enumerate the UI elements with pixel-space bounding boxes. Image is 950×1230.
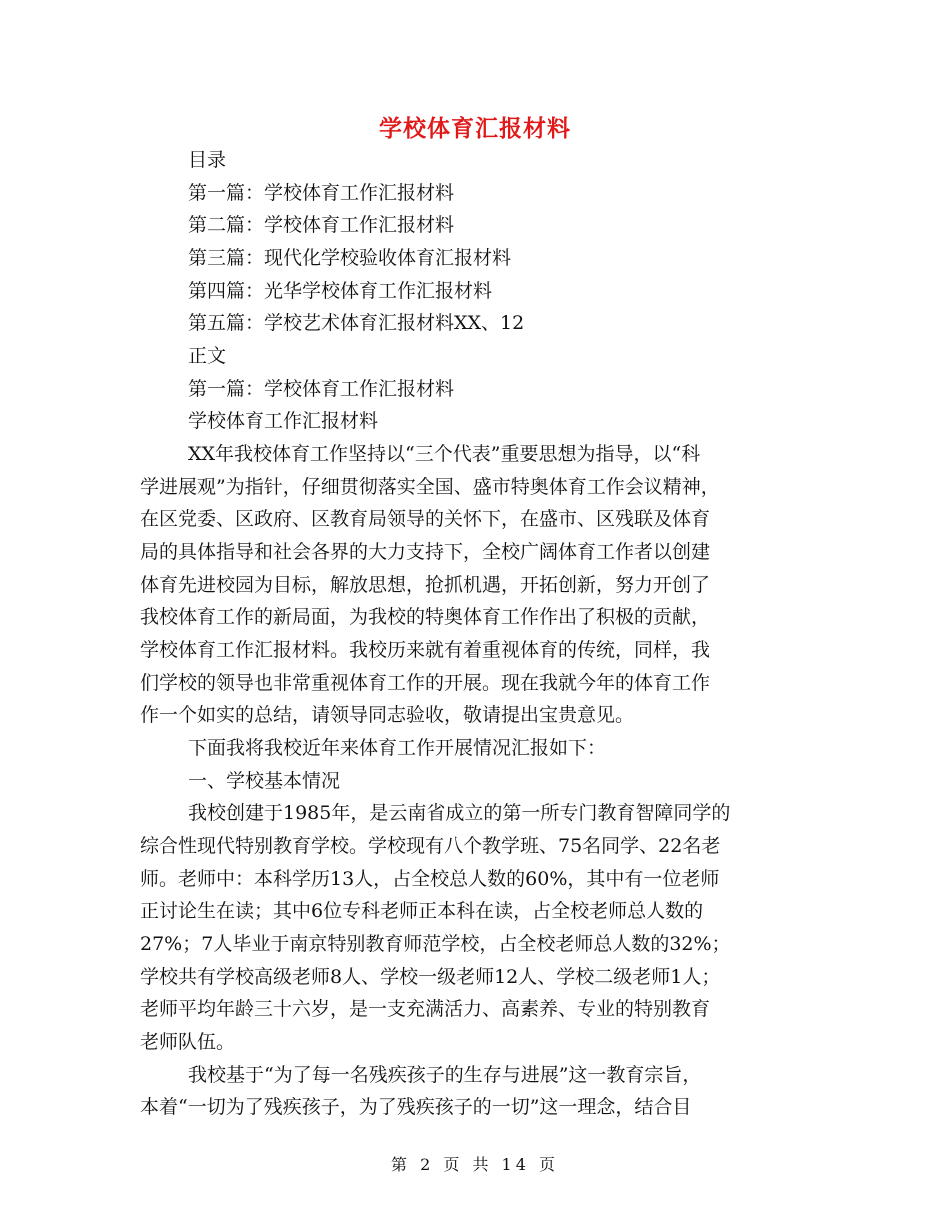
paragraph-line: 27%；7人毕业于南京特别教育师范学校，占全校老师总人数的32%； xyxy=(140,933,731,955)
paragraph-line: 学进展观”为指针，仔细贯彻落实全国、盛市特奥体育工作会议精神， xyxy=(140,476,720,498)
toc-item: 第四篇：光华学校体育工作汇报材料 xyxy=(188,280,493,302)
paragraph-line: 综合性现代特别教育学校。学校现有八个教学班、75名同学、22名老 xyxy=(140,835,721,857)
paragraph-line: 在区党委、区政府、区教育局领导的关怀下，在盛市、区残联及体育 xyxy=(140,508,711,530)
toc-item: 第二篇：学校体育工作汇报材料 xyxy=(188,214,455,236)
paragraph-line: 们学校的领导也非常重视体育工作的开展。现在我就今年的体育工作 xyxy=(140,672,711,694)
paragraph-line: 我校创建于1985年，是云南省成立的第一所专门教育智障同学的 xyxy=(188,802,731,824)
paragraph-line: 学校体育工作汇报材料。我校历来就有着重视体育的传统，同样，我 xyxy=(140,639,711,661)
section-subtitle: 学校体育工作汇报材料 xyxy=(188,410,379,432)
toc-item: 第五篇：学校艺术体育汇报材料XX、12 xyxy=(188,312,525,334)
toc-item: 第一篇：学校体育工作汇报材料 xyxy=(188,182,455,204)
section-heading: 一、学校基本情况 xyxy=(188,770,341,792)
paragraph-line: 本着“一切为了残疾孩子，为了残疾孩子的一切”这一理念，结合目 xyxy=(140,1096,692,1118)
paragraph-line: 老师队伍。 xyxy=(140,1031,236,1053)
document-title: 学校体育汇报材料 xyxy=(379,115,571,142)
toc-item: 第三篇：现代化学校验收体育汇报材料 xyxy=(188,247,512,269)
paragraph-line: XX年我校体育工作坚持以“三个代表”重要思想为指导，以“科 xyxy=(188,443,701,465)
paragraph-line: 下面我将我校近年来体育工作开展情况汇报如下： xyxy=(188,737,607,759)
paragraph-line: 正讨论生在读；其中6位专科老师正本科在读，占全校老师总人数的 xyxy=(140,900,704,922)
section-heading: 第一篇：学校体育工作汇报材料 xyxy=(188,378,455,400)
page-footer: 第 2 页 共 14 页 xyxy=(391,1155,559,1174)
paragraph-line: 老师平均年龄三十六岁，是一支充满活力、高素养、专业的特别教育 xyxy=(140,998,711,1020)
paragraph-line: 师。老师中：本科学历13人，占全校总人数的60%，其中有一位老师 xyxy=(140,868,720,890)
paragraph-line: 局的具体指导和社会各界的大力支持下，全校广阔体育工作者以创建 xyxy=(140,541,711,563)
toc-label: 目录 xyxy=(188,149,227,171)
paragraph-line: 体育先进校园为目标，解放思想，抢抓机遇，开拓创新，努力开创了 xyxy=(140,574,711,596)
paragraph-line: 我校基于“为了每一名残疾孩子的生存与进展”这一教育宗旨， xyxy=(188,1064,702,1086)
paragraph-line: 作一个如实的总结，请领导同志验收，敬请提出宝贵意见。 xyxy=(140,704,635,726)
paragraph-line: 学校共有学校高级老师8人、学校一级老师12人、学校二级老师1人； xyxy=(140,966,721,988)
body-label: 正文 xyxy=(188,345,227,367)
paragraph-line: 我校体育工作的新局面，为我校的特奥体育工作作出了积极的贡献， xyxy=(140,606,711,628)
